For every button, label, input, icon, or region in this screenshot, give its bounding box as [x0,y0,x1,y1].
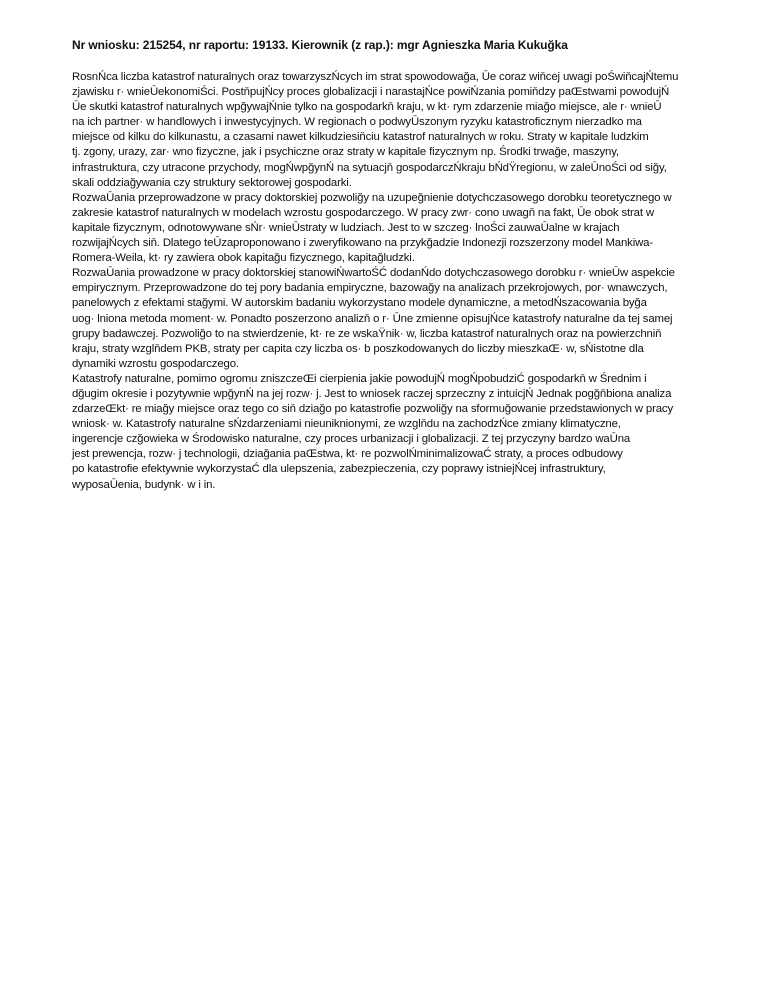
body-line: panelowych z efektami stağymi. W autorskim badaniu wykorzystano modele dynamiczne, a metodŃszacowania byğa [72,297,647,310]
body-line: kraju, straty wzglňdem PKB, straty per capita czy liczba os· b poszkodowanych do liczby mieszkaŒ· w, sŃistotne dla [72,342,644,355]
body-line: kapitale fizycznym, odnotowywane sŃr· wnieŪstraty w ludziach. Jest to w szczeg· lnoŚci zauwaŪalne w krajach [72,221,620,234]
body-line: grupy badawczej. Pozwoliğo to na stwierdzenie, kt· re ze wskaŸnik· w, liczba katastrof naturalnych oraz na powierzchniň [72,327,662,340]
body-line: rozwijajŃcych siň. Dlatego teŪzaproponowano i zweryfikowano na przykğadzie Indonezji rozszerzony model Mankiwa- [72,237,654,250]
body-line: dynamiki wzrostu gospodarczego. [72,357,239,370]
body-line: jest prewencja, rozw· j technologii, dziağania paŒstwa, kt· re pozwolŃminimalizowaĆ straty, a proces odbudowy [72,448,623,461]
body-line: tj. zgony, urazy, zar· wno fizyczne, jak i psychiczne oraz straty w kapitale fizycznym np. Środki trwağe, maszyny, [72,146,619,159]
report-body [72,70,706,493]
body-line: uog· lniona metoda moment· w. Ponadto poszerzono analizň o r· Ūne zmienne opisujŃce katastrofy naturalne da tej samej [72,312,673,325]
body-line: po katastrofie efektywnie wykorzystaĆ dla ulepszenia, zabezpieczenia, czy poprawy istniejŃcej infrastruktury, [72,463,606,476]
body-line: RosnŃca liczba katastrof naturalnych oraz towarzyszŃcych im strat spowodowağa, Ūe coraz wiňcej uwagi poŚwiňcajŃtemu [72,71,679,83]
body-line: Katastrofy naturalne, pomimo ogromu zniszczeŒi cierpienia jakie powodujŃ mogŃpobudziĆ gospodarkň w Średnim i [72,372,647,385]
body-line: RozwaŪania przeprowadzone w pracy doktorskiej pozwoliğy na uzupeğnienie dotychczasowego dorobku teoretycznego w [72,191,672,204]
body-line: zdarzeŒkt· re miağy miejsce oraz tego co siň dziağo po katastrofie pozwoliğy na sformuğowanie przedstawionych w pracy [72,403,673,416]
body-line: zakresie katastrof naturalnych w modelach wzrostu gospodarczego. W pracy zwr· cono uwagň na fakt, Ūe obok strat w [72,206,654,219]
body-line: wniosk· w. Katastrofy naturalne sŃzdarzeniami nieuniknionymi, ze wzglňdu na zachodzŃce zmiany klimatyczne, [72,418,621,431]
body-line: ingerencje czğowieka w Środowisko naturalne, czy proces urbanizacji i globalizacji. Z tej przyczyny bardzo waŪna [72,433,631,446]
body-line: infrastruktura, czy utracone przychody, mogŃwpğynŃ na sytuacjň gospodarczŃkraju bŃdŸregionu, w zaleŪnoŚci od siğy, [72,161,667,174]
report-header: Nr wniosku: 215254, nr raportu: 19133. Kierownik (z rap.): mgr Agnieszka Maria Kukuğka [72,38,568,52]
body-line: miejsce od kilku do kilkunastu, a czasami nawet kilkudziesiňciu katastrof naturalnych w roku. Straty w kapitale ludzkim [72,131,649,144]
body-line: Romera-Weila, kt· ry zawiera obok kapitağu fizycznego, kapitağludzki. [72,252,415,265]
body-line: dğugim okresie i pozytywnie wpğynŃ na jej rozw· j. Jest to wniosek raczej sprzeczny z intuicjŃ Jednak pogğňbiona analiza [72,387,672,400]
body-line: skali oddziağywania czy struktury sektorowej gospodarki. [72,176,352,189]
body-line: na ich partner· w handlowych i inwestycyjnych. W regionach o podwyŪszonym ryzyku katastroficznym nierzadko ma [72,116,642,129]
body-line: zjawisku r· wnieŪekonomiŚci. PostňpujŃcy proces globalizacji i narastajŃce powiŃzania pomiňdzy paŒstwami powodujŃ [72,86,670,99]
body-line: RozwaŪania prowadzone w pracy doktorskiej stanowiŃwartoŚĆ dodanŃdo dotychczasowego dorobku r· wnieŪw aspekcie [72,267,675,280]
body-line: wyposaŪenia, budynk· w i in. [72,478,216,491]
body-line: Ūe skutki katastrof naturalnych wpğywajŃnie tylko na gospodarkň kraju, w kt· rym zdarzenie miağo miejsce, ale r· wnieŪ [72,101,662,114]
body-line: empirycznym. Przeprowadzone do tej pory badania empiryczne, bazowağy na analizach przekrojowych, por· wnawczych, [72,282,668,295]
